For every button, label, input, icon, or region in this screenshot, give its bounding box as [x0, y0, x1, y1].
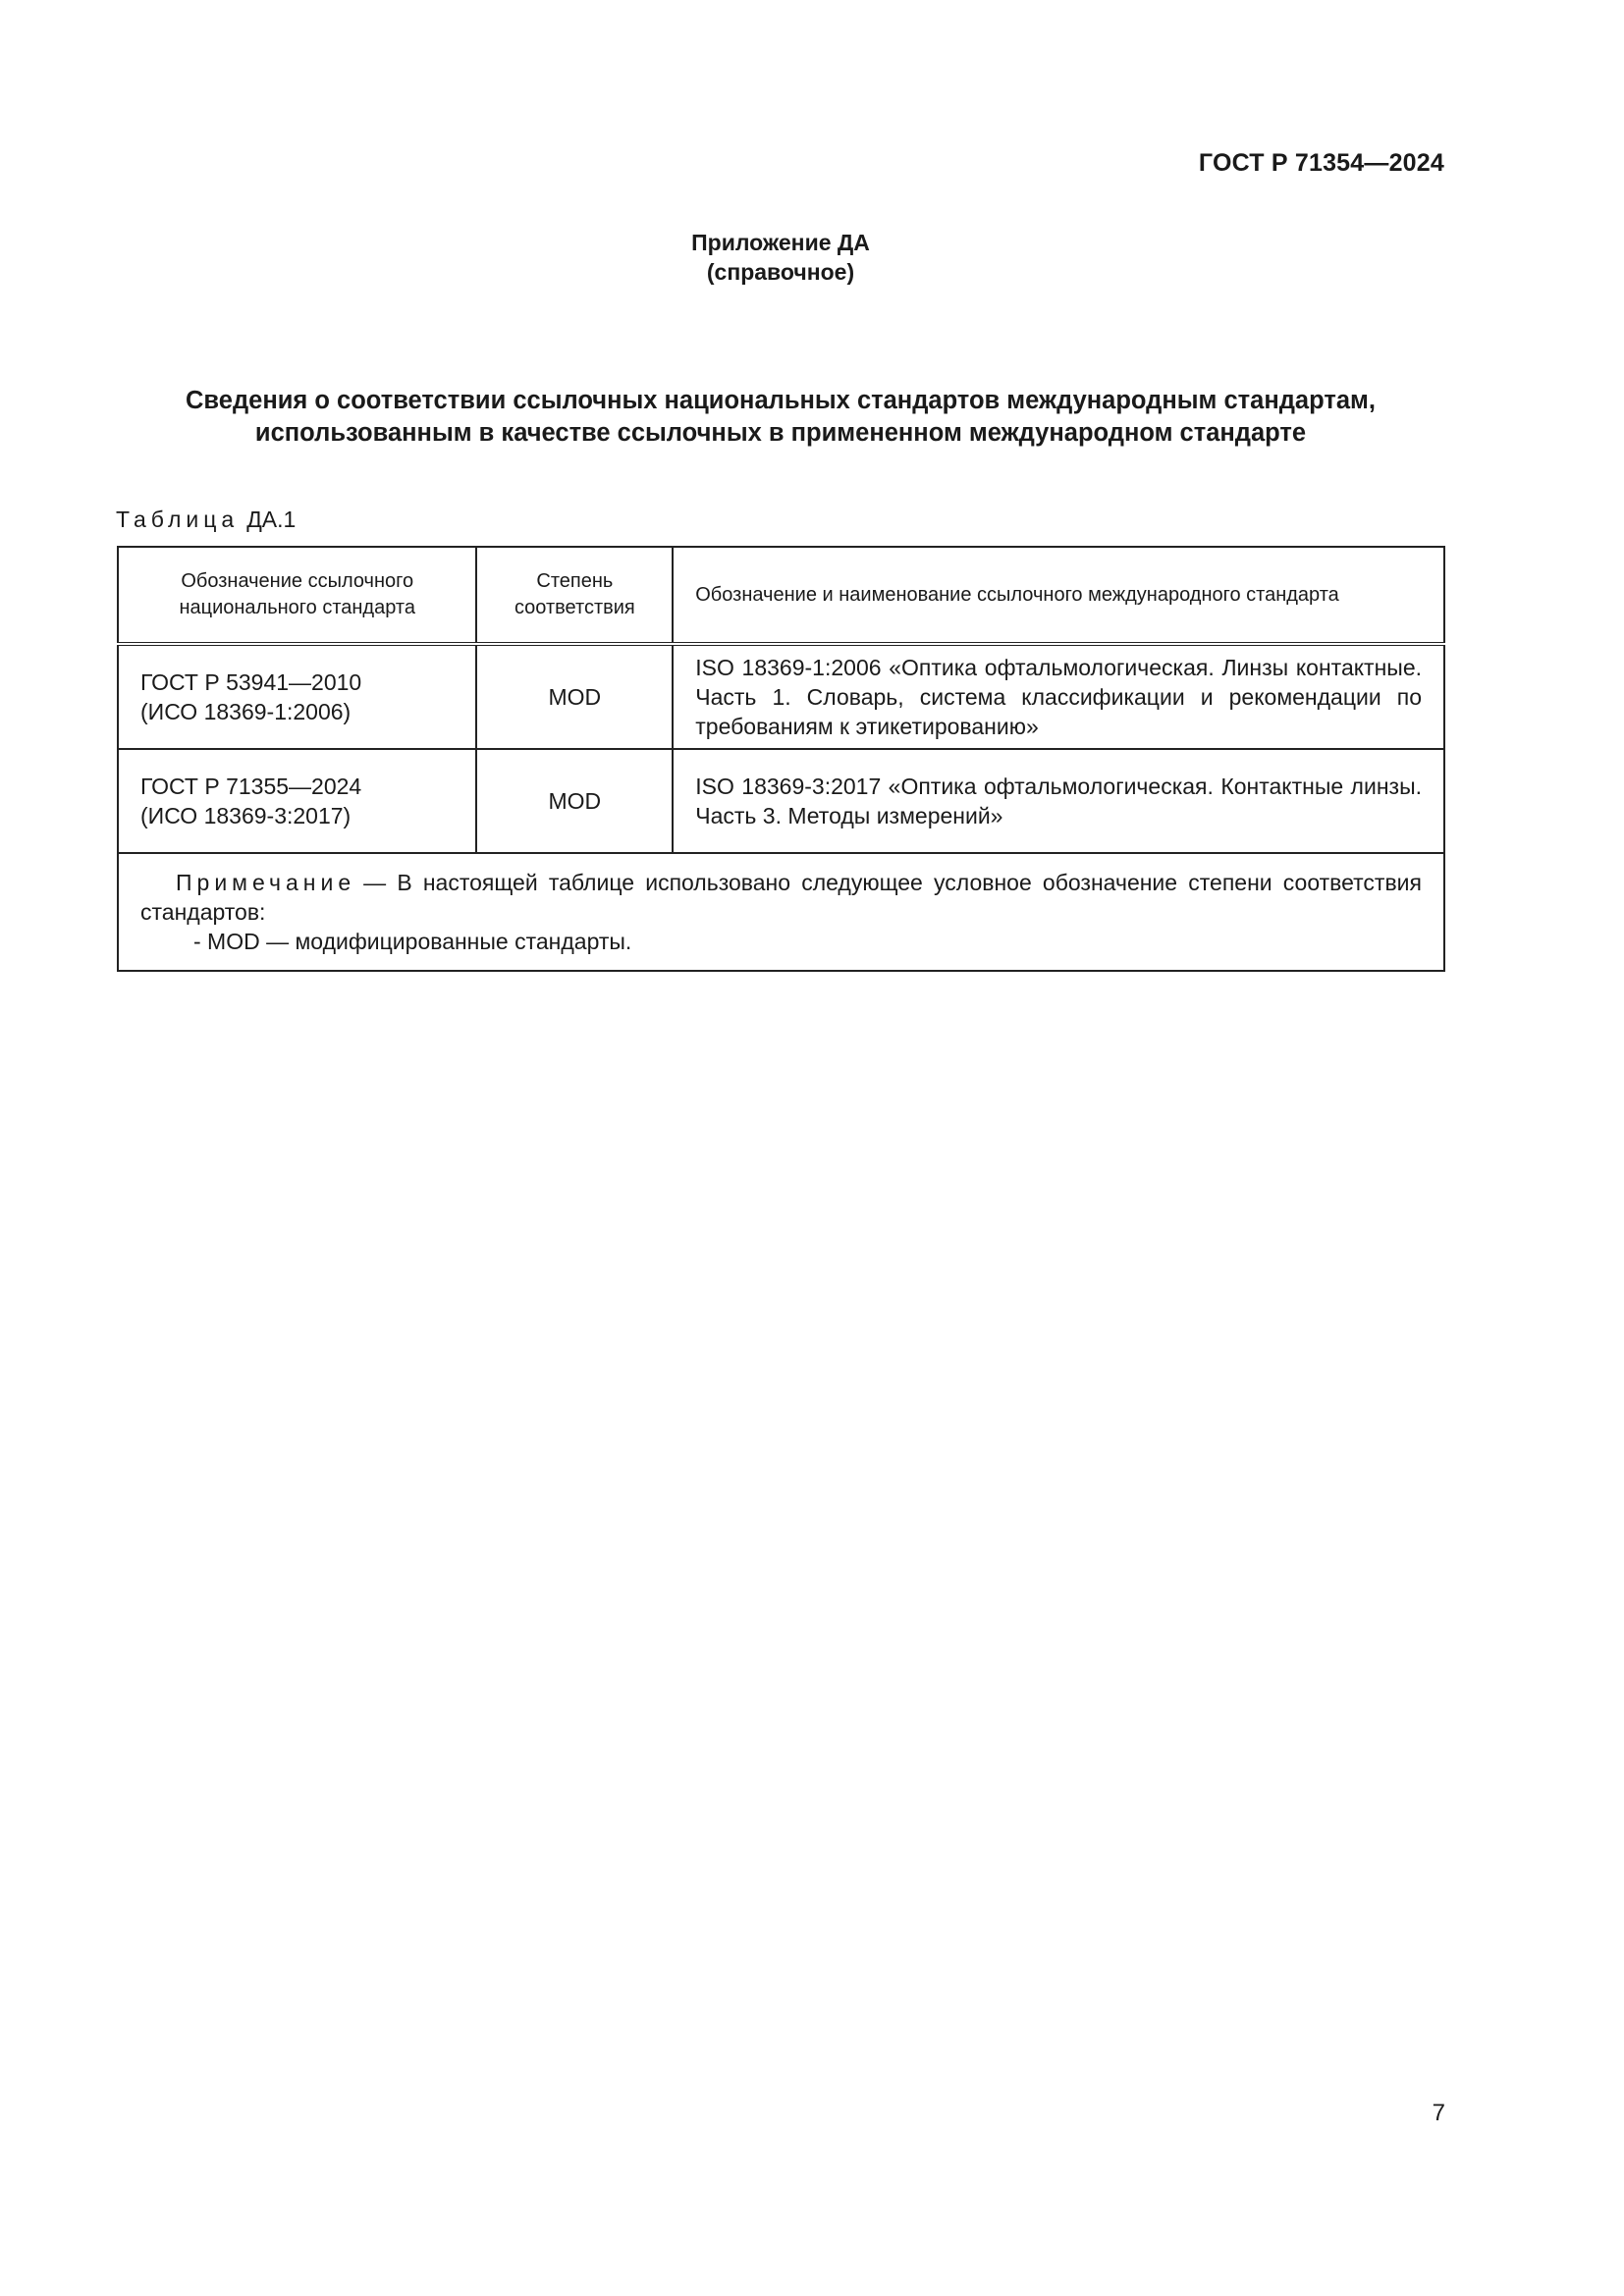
- national-standard-cell: [118, 749, 476, 853]
- appendix-subtitle: (справочное): [706, 259, 855, 285]
- table-header-row: [118, 547, 1444, 644]
- national-standard-iso-ref: (ИСО 18369-3:2017): [140, 803, 352, 828]
- header-degree-line2: соответствия: [514, 597, 635, 618]
- degree-cell: MOD: [476, 749, 673, 853]
- table-caption-number: ДА.1: [246, 507, 297, 532]
- header-degree-line1: Степень: [536, 570, 614, 592]
- appendix-title: Приложение ДА: [691, 230, 870, 255]
- header-international-standard: Обозначение и наименование ссылочного международного стандарта: [673, 547, 1444, 644]
- national-standard-cell: [118, 644, 476, 749]
- header-national-standard-line1: Обозначение ссылочного: [181, 570, 414, 592]
- table-note: [118, 853, 1444, 971]
- table-caption-word: Таблица: [116, 507, 240, 532]
- international-standard-cell: ISO 18369-1:2006 «Оптика офтальмологическая. Линзы контактные. Часть 1. Словарь, система классификации и рекомендации по требованиям к этикетированию»: [673, 644, 1444, 749]
- note-paragraph: [140, 868, 1422, 927]
- national-standard-iso-ref: (ИСО 18369-1:2006): [140, 699, 352, 724]
- note-label: Примечание: [176, 870, 356, 895]
- header-national-standard: [118, 547, 476, 644]
- table-row: [118, 749, 1444, 853]
- note-list-item: - MOD — модифицированные стандарты.: [193, 929, 632, 954]
- note-text: — В настоящей таблице использовано следующее условное обозначение степени соответствия стандартов:: [140, 870, 1422, 925]
- table-note-row: [118, 853, 1444, 971]
- page-number: 7: [1432, 2100, 1445, 2126]
- header-degree: [476, 547, 673, 644]
- section-title: [0, 385, 1561, 450]
- degree-cell: MOD: [476, 644, 673, 749]
- appendix-heading: [0, 228, 1561, 287]
- section-title-line1: Сведения о соответствии ссылочных национальных стандартов международным стандартам,: [186, 387, 1376, 414]
- table-row: [118, 644, 1444, 749]
- standards-correspondence-table: [117, 546, 1445, 972]
- table-caption: [116, 507, 296, 533]
- national-standard-code: ГОСТ Р 53941—2010: [140, 669, 362, 695]
- document-code: ГОСТ Р 71354—2024: [1198, 149, 1444, 177]
- header-national-standard-line2: национального стандарта: [179, 597, 415, 618]
- section-title-line2: использованным в качестве ссылочных в примененном международном стандарте: [254, 419, 1307, 447]
- international-standard-cell: ISO 18369-3:2017 «Оптика офтальмологическая. Контактные линзы. Часть 3. Методы измерений»: [673, 749, 1444, 853]
- national-standard-code: ГОСТ Р 71355—2024: [140, 774, 362, 799]
